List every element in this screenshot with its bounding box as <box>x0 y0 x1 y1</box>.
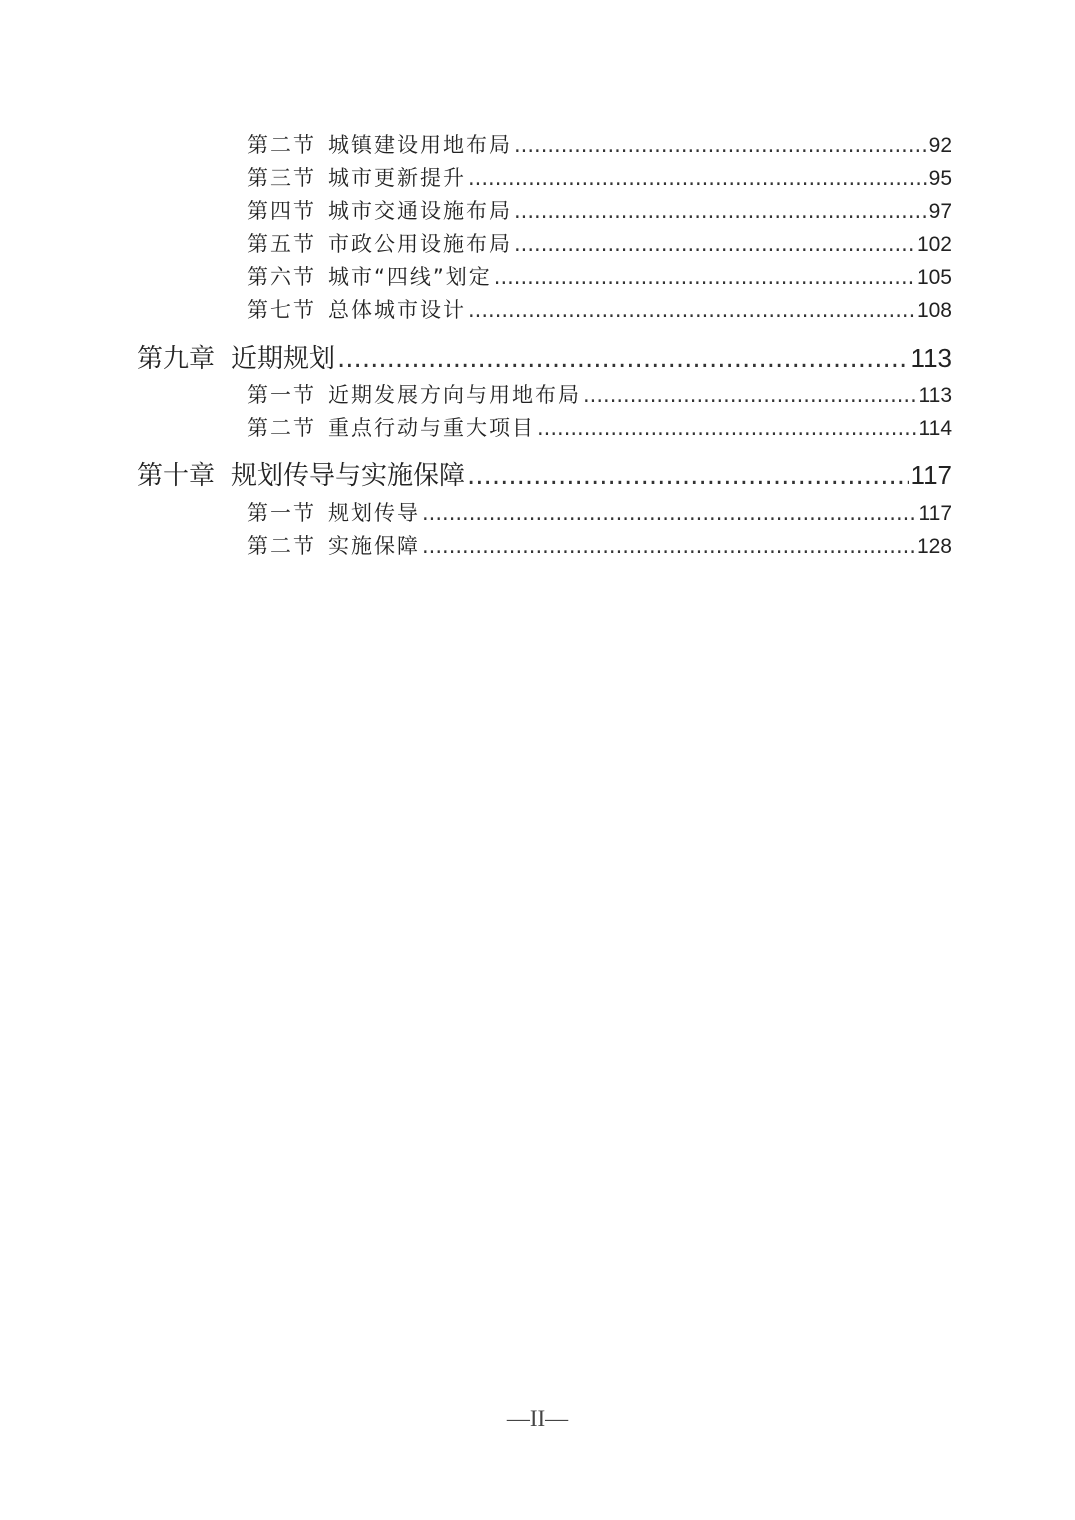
toc-page-number: 113 <box>918 384 952 407</box>
toc-dot-leader <box>494 262 915 292</box>
toc-page-number: 128 <box>916 535 952 558</box>
toc-dot-leader <box>422 498 917 528</box>
toc-page-number: 102 <box>916 233 952 256</box>
toc-page-number: 105 <box>916 266 952 289</box>
toc-entry-title: 近期发展方向与用地布局 <box>328 383 581 407</box>
toc-page-number: 117 <box>910 460 952 490</box>
toc-entry-label <box>247 163 466 193</box>
toc-entry-number: 第二节 <box>247 534 316 558</box>
toc-dot-leader <box>337 341 909 377</box>
toc-entry-title: 城市“四线”划定 <box>328 265 492 289</box>
toc-chapter-entry[interactable] <box>137 457 952 493</box>
toc-entry-title: 市政公用设施布局 <box>328 232 512 256</box>
toc-section-entry[interactable] <box>247 413 952 443</box>
toc-dot-leader <box>514 196 927 226</box>
toc-entry-number: 第五节 <box>247 232 316 256</box>
toc-entry-title: 城市更新提升 <box>328 166 466 190</box>
toc-dot-leader <box>468 295 915 325</box>
toc-entry-title: 城镇建设用地布局 <box>328 133 512 157</box>
toc-page-number: 97 <box>928 200 952 223</box>
toc-entry-number: 第九章 <box>137 344 216 374</box>
toc-chapter-entry[interactable] <box>137 340 952 376</box>
toc-entry-number: 第六节 <box>247 265 316 289</box>
toc-dot-leader <box>467 458 909 494</box>
toc-entry-title: 重点行动与重大项目 <box>328 416 535 440</box>
toc-entry-number: 第二节 <box>247 133 316 157</box>
toc-dot-leader <box>537 413 917 443</box>
toc-entry-label <box>247 262 492 292</box>
toc-entry-label <box>247 531 420 561</box>
toc-entry-number: 第一节 <box>247 383 316 407</box>
toc-entry-number: 第一节 <box>247 501 316 525</box>
toc-section-entry[interactable] <box>247 380 952 410</box>
toc-section-entry[interactable] <box>247 498 952 528</box>
toc-page-number: 95 <box>928 167 952 190</box>
toc-section-entry[interactable] <box>247 130 952 160</box>
toc-entry-title: 城市交通设施布局 <box>328 199 512 223</box>
toc-entry-label <box>247 498 420 528</box>
toc-entry-title: 近期规划 <box>231 344 336 374</box>
toc-entry-title: 实施保障 <box>328 534 420 558</box>
toc-section-entry[interactable] <box>247 262 952 292</box>
toc-entry-label <box>247 196 512 226</box>
toc-entry-number: 第十章 <box>137 461 216 491</box>
toc-entry-label <box>247 413 535 443</box>
toc-entry-label <box>247 295 466 325</box>
toc-entry-title: 总体城市设计 <box>328 298 466 322</box>
toc-section-entry[interactable] <box>247 196 952 226</box>
toc-dot-leader <box>514 229 915 259</box>
toc-entry-label <box>247 229 512 259</box>
toc-dot-leader <box>514 130 927 160</box>
toc-page-number: 117 <box>918 502 952 525</box>
toc-dot-leader <box>583 380 917 410</box>
toc-section-entry[interactable] <box>247 163 952 193</box>
toc-entry-label <box>247 130 512 160</box>
toc-entry-number: 第四节 <box>247 199 316 223</box>
toc-entry-label <box>247 380 581 410</box>
page-number-footer: —II— <box>506 1406 569 1431</box>
toc-section-entry[interactable] <box>247 531 952 561</box>
toc-dot-leader <box>468 163 927 193</box>
toc-entry-label <box>137 341 335 377</box>
toc-section-entry[interactable] <box>247 295 952 325</box>
toc-dot-leader <box>422 531 915 561</box>
toc-entry-title: 规划传导 <box>328 501 420 525</box>
toc-entry-number: 第二节 <box>247 416 316 440</box>
toc-page-number: 113 <box>910 343 952 373</box>
toc-entry-number: 第三节 <box>247 166 316 190</box>
toc-entry-number: 第七节 <box>247 298 316 322</box>
toc-entry-label <box>137 458 465 494</box>
toc-entry-title: 规划传导与实施保障 <box>231 461 466 491</box>
toc-page-number: 108 <box>916 299 952 322</box>
toc-page-number: 92 <box>928 134 952 157</box>
toc-page-number: 114 <box>918 417 952 440</box>
toc-section-entry[interactable] <box>247 229 952 259</box>
